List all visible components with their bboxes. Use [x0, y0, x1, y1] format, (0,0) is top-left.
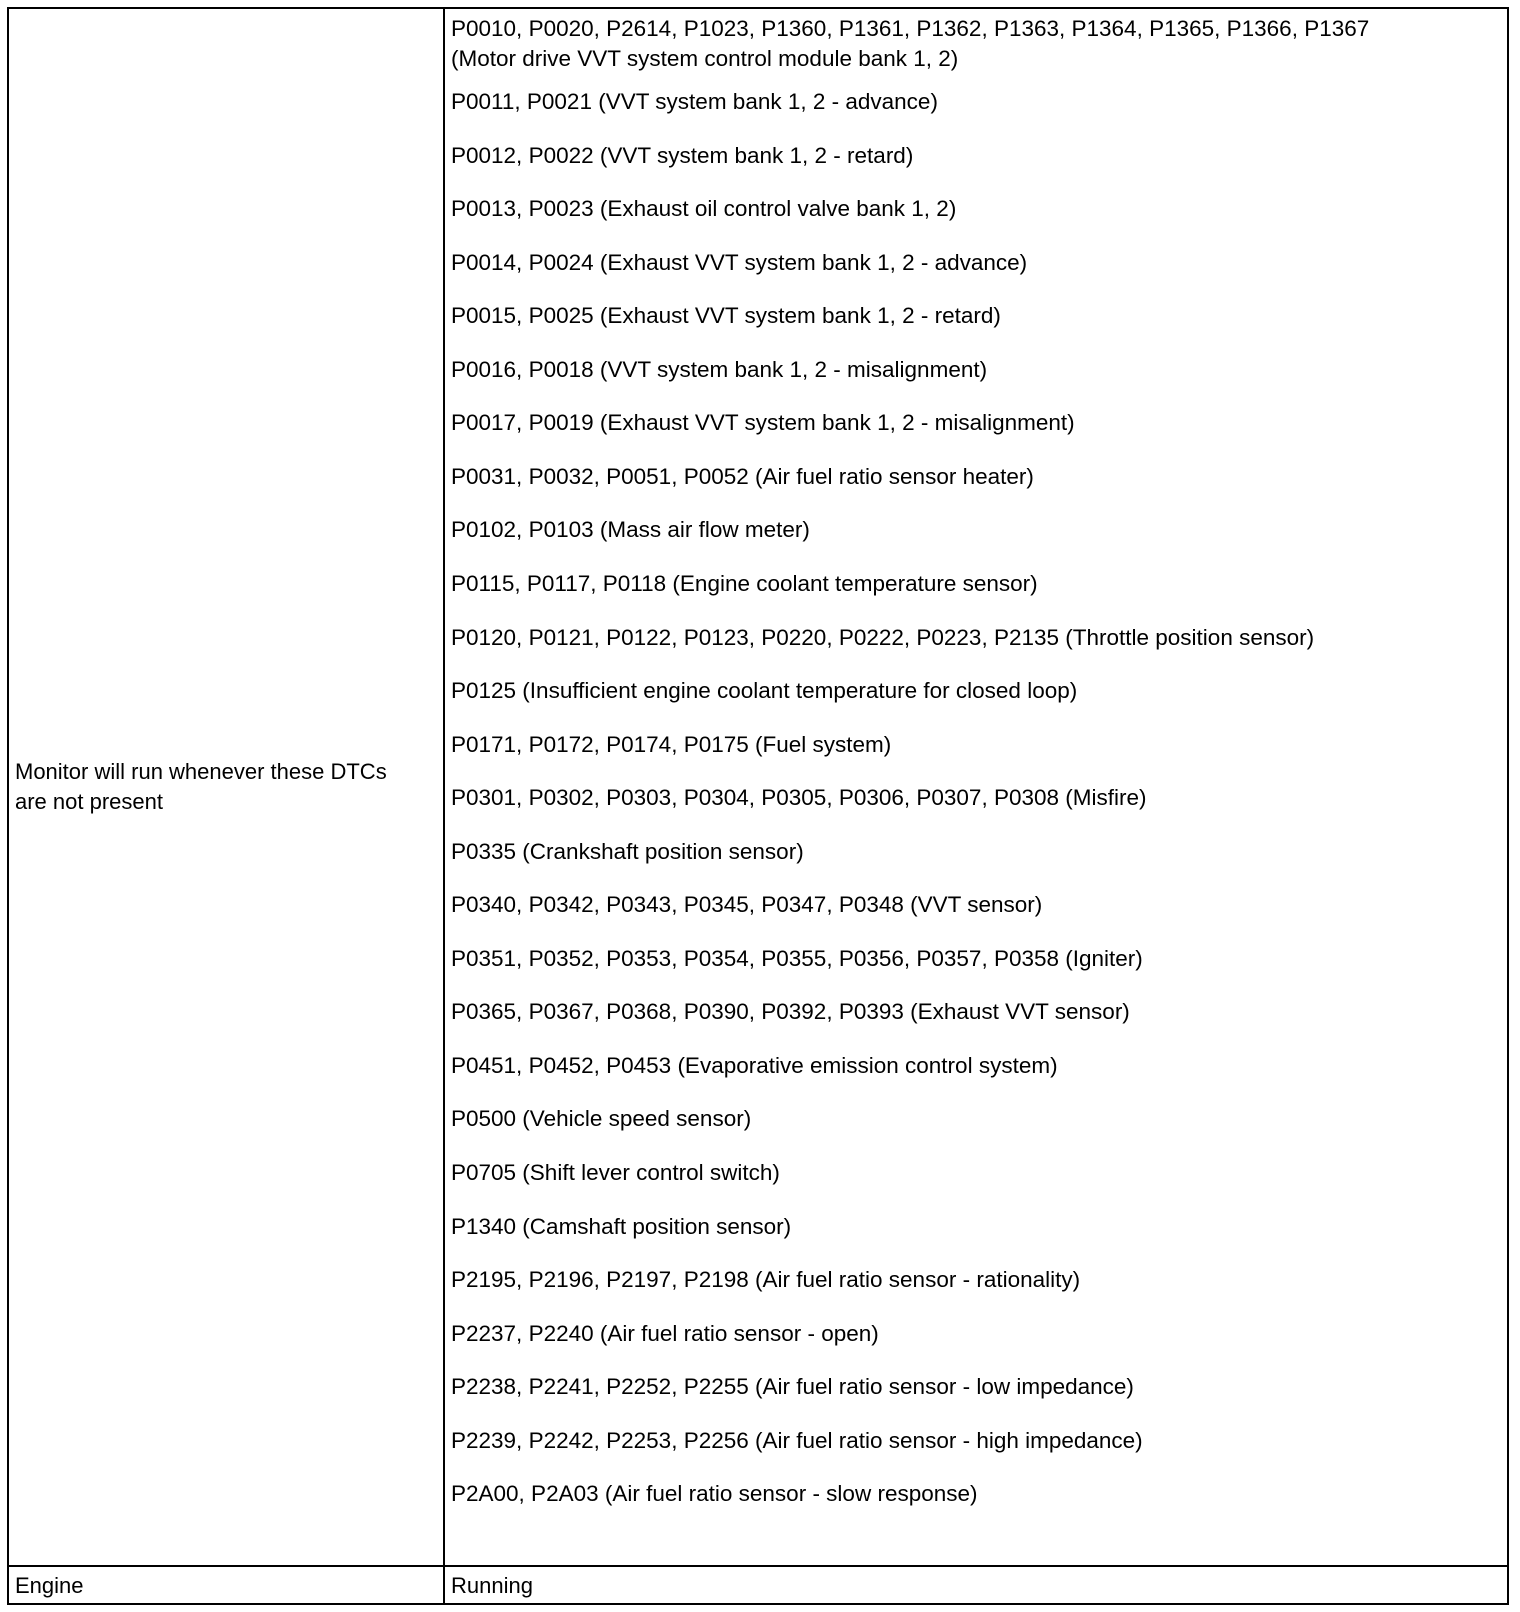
- dtc-list-item: [451, 1426, 1505, 1456]
- dtc-list-item: [451, 1372, 1505, 1402]
- column-divider: [443, 9, 445, 1603]
- dtc-codes-text: P0171, P0172, P0174, P0175 (Fuel system): [451, 731, 892, 757]
- dtc-list-item: [451, 408, 1505, 438]
- dtc-list-item: [451, 1479, 1505, 1509]
- dtc-codes-text: P0335 (Crankshaft position sensor): [451, 838, 804, 864]
- dtc-list-item: [451, 676, 1505, 706]
- dtc-list-item: [451, 890, 1505, 920]
- dtc-list-item: [451, 14, 1505, 74]
- dtc-codes-text: P2238, P2241, P2252, P2255 (Air fuel ratio sensor - low impedance): [451, 1374, 1134, 1400]
- dtc-list-item: [451, 515, 1505, 545]
- dtc-codes-text: P2237, P2240 (Air fuel ratio sensor - open): [451, 1320, 879, 1346]
- engine-value: Running: [451, 1573, 533, 1598]
- dtc-codes-text: P0705 (Shift lever control switch): [451, 1160, 780, 1185]
- dtc-codes-text: P0500 (Vehicle speed sensor): [451, 1106, 752, 1132]
- dtc-list-item: [451, 1051, 1505, 1081]
- dtc-list-item: [451, 87, 1505, 117]
- dtc-condition-table: [7, 7, 1509, 1605]
- dtc-codes-text: P0365, P0367, P0368, P0390, P0392, P0393 (Exhaust VVT sensor): [451, 999, 1130, 1025]
- dtc-description-text: (Motor drive VVT system control module bank 1, 2): [451, 46, 959, 71]
- dtc-list-item: [451, 569, 1505, 599]
- dtc-codes-text: P0351, P0352, P0353, P0354, P0355, P0356, P0357, P0358 (Igniter): [451, 945, 1143, 971]
- dtc-list-item: [451, 944, 1505, 974]
- dtc-codes-text: P0011, P0021 (VVT system bank 1, 2 - advance): [451, 89, 938, 114]
- dtc-codes-text: P2A00, P2A03 (Air fuel ratio sensor - slow response): [451, 1481, 978, 1507]
- dtc-list-item: [451, 1319, 1505, 1349]
- row-divider: [9, 1565, 1507, 1567]
- dtc-codes-text: P0010, P0020, P2614, P1023, P1360, P1361, P1362, P1363, P1364, P1365, P1366, P1367: [451, 16, 1370, 41]
- dtc-codes-text: P0340, P0342, P0343, P0345, P0347, P0348 (VVT sensor): [451, 892, 1043, 918]
- dtc-list-item: [451, 248, 1505, 278]
- dtc-codes-text: P0031, P0032, P0051, P0052 (Air fuel ratio sensor heater): [451, 463, 1034, 489]
- dtc-list-item: [451, 730, 1505, 760]
- dtc-codes-text: P1340 (Camshaft position sensor): [451, 1213, 792, 1239]
- engine-label: Engine: [15, 1573, 84, 1598]
- dtc-list-item: [451, 1158, 1505, 1188]
- dtc-list-item: [451, 783, 1505, 813]
- dtc-codes-text: P0016, P0018 (VVT system bank 1, 2 - misalignment): [451, 356, 988, 382]
- dtc-codes-text: P2195, P2196, P2197, P2198 (Air fuel ratio sensor - rationality): [451, 1267, 1081, 1293]
- dtc-codes-text: P0451, P0452, P0453 (Evaporative emission control system): [451, 1052, 1058, 1078]
- dtc-list-item: [451, 462, 1505, 492]
- dtc-list-item: [451, 623, 1505, 653]
- dtc-list-item: [451, 997, 1505, 1027]
- dtc-list-item: [451, 194, 1505, 224]
- conditions-label-cell: [15, 9, 435, 1565]
- dtc-codes-text: P0120, P0121, P0122, P0123, P0220, P0222, P0223, P2135 (Throttle position sensor): [451, 624, 1315, 650]
- dtc-list-item: [451, 1104, 1505, 1134]
- dtc-codes-text: P0015, P0025 (Exhaust VVT system bank 1, 2 - retard): [451, 303, 1001, 329]
- dtc-list-item: [451, 1265, 1505, 1295]
- dtc-codes-text: P0013, P0023 (Exhaust oil control valve bank 1, 2): [451, 196, 957, 222]
- conditions-label: Monitor will run whenever these DTCs are not present: [15, 759, 387, 814]
- dtc-codes-text: P0014, P0024 (Exhaust VVT system bank 1, 2 - advance): [451, 249, 1028, 275]
- dtc-list: [451, 9, 1505, 1565]
- dtc-list-item: [451, 301, 1505, 331]
- dtc-codes-text: P0115, P0117, P0118 (Engine coolant temperature sensor): [451, 570, 1038, 596]
- dtc-codes-text: P0017, P0019 (Exhaust VVT system bank 1, 2 - misalignment): [451, 410, 1075, 436]
- dtc-list-item: [451, 141, 1505, 171]
- dtc-codes-text: P0012, P0022 (VVT system bank 1, 2 - retard): [451, 142, 914, 168]
- dtc-codes-text: P0125 (Insufficient engine coolant temperature for closed loop): [451, 678, 1078, 704]
- dtc-list-item: [451, 355, 1505, 385]
- dtc-codes-text: P0301, P0302, P0303, P0304, P0305, P0306, P0307, P0308 (Misfire): [451, 785, 1147, 811]
- dtc-list-item: [451, 1212, 1505, 1242]
- dtc-codes-text: P0102, P0103 (Mass air flow meter): [451, 517, 810, 543]
- dtc-list-item: [451, 837, 1505, 867]
- dtc-codes-text: P2239, P2242, P2253, P2256 (Air fuel ratio sensor - high impedance): [451, 1427, 1143, 1453]
